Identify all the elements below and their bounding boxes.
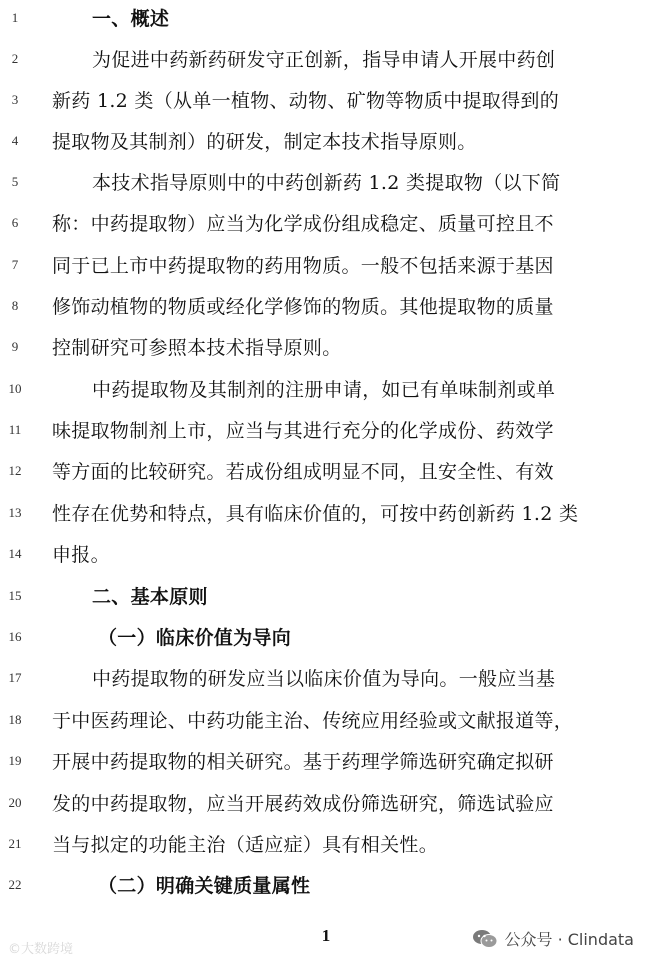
text-line <box>0 453 652 494</box>
line-number: 11 <box>8 422 22 437</box>
line-number: 9 <box>11 339 19 354</box>
paragraph-text: 提取物及其制剂）的研发，制定本技术指导原则。 <box>52 131 477 153</box>
line-number: 3 <box>11 92 19 107</box>
text-line <box>0 578 652 619</box>
line-number: 12 <box>8 463 22 478</box>
text-line <box>0 123 652 164</box>
text-line <box>0 536 652 577</box>
line-number: 16 <box>8 629 22 644</box>
text-line <box>0 495 652 536</box>
paragraph-text: 味提取物制剂上市，应当与其进行充分的化学成份、药效学 <box>52 420 554 442</box>
line-number: 17 <box>8 670 22 685</box>
watermark-left: ©大数跨境 <box>8 942 74 957</box>
paragraph-text: 发的中药提取物，应当开展药效成份筛选研究，筛选试验应 <box>52 793 554 815</box>
text-line <box>0 0 652 41</box>
section-heading: 二、基本原则 <box>92 586 208 608</box>
line-number: 21 <box>8 836 22 851</box>
text-line <box>0 329 652 370</box>
line-number: 1 <box>11 10 19 25</box>
line-number: 6 <box>11 215 19 230</box>
line-number: 13 <box>8 505 22 520</box>
text-line <box>0 867 652 908</box>
paragraph-text: 为促进中药新药研发守正创新，指导申请人开展中药创 <box>92 49 556 71</box>
text-line <box>0 660 652 701</box>
paragraph-text: 于中医药理论、中药功能主治、传统应用经验或文献报道等， <box>52 710 574 732</box>
text-line <box>0 619 652 660</box>
text-line <box>0 412 652 453</box>
paragraph-text: 当与拟定的功能主治（适应症）具有相关性。 <box>52 834 439 856</box>
subsection-heading: （一）临床价值为导向 <box>98 627 292 649</box>
text-line <box>0 164 652 205</box>
paragraph-text: 同于已上市中药提取物的药用物质。一般不包括来源于基因 <box>52 255 554 277</box>
line-number: 20 <box>8 795 22 810</box>
page-number: 1 <box>321 926 331 945</box>
text-line <box>0 41 652 82</box>
line-number: 19 <box>8 753 22 768</box>
section-heading: 一、概述 <box>92 8 170 30</box>
watermark-text: 公众号 · Clindata <box>504 930 634 949</box>
paragraph-text: 本技术指导原则中的中药创新药 1.2 类提取物（以下简 <box>92 172 561 194</box>
line-number: 14 <box>8 546 22 561</box>
paragraph-text: 修饰动植物的物质或经化学修饰的物质。其他提取物的质量 <box>52 296 554 318</box>
paragraph-text: 称：中药提取物）应当为化学成份组成稳定、质量可控且不 <box>52 213 554 235</box>
text-line <box>0 826 652 867</box>
line-number: 5 <box>11 174 19 189</box>
line-number: 22 <box>8 877 22 892</box>
text-line <box>0 371 652 412</box>
text-line <box>0 288 652 329</box>
line-number: 15 <box>8 588 22 603</box>
text-line <box>0 785 652 826</box>
line-number: 4 <box>11 133 19 148</box>
text-line <box>0 743 652 784</box>
subsection-heading: （二）明确关键质量属性 <box>98 875 311 897</box>
paragraph-text: 开展中药提取物的相关研究。基于药理学筛选研究确定拟研 <box>52 751 554 773</box>
line-number: 7 <box>11 257 19 272</box>
line-number: 10 <box>8 381 22 396</box>
paragraph-text: 性存在优势和特点，具有临床价值的，可按中药创新药 1.2 类 <box>52 503 579 525</box>
text-line <box>0 702 652 743</box>
text-line <box>0 82 652 123</box>
line-number: 18 <box>8 712 22 727</box>
paragraph-text: 申报。 <box>52 544 110 566</box>
wechat-icon <box>472 929 498 949</box>
text-line <box>0 205 652 246</box>
paragraph-text: 控制研究可参照本技术指导原则。 <box>52 337 342 359</box>
paragraph-text: 新药 1.2 类（从单一植物、动物、矿物等物质中提取得到的 <box>52 90 559 112</box>
line-number: 2 <box>11 51 19 66</box>
paragraph-text: 中药提取物及其制剂的注册申请，如已有单味制剂或单 <box>92 379 556 401</box>
watermark-right <box>472 927 634 950</box>
text-line <box>0 247 652 288</box>
paragraph-text: 等方面的比较研究。若成份组成明显不同，且安全性、有效 <box>52 461 554 483</box>
paragraph-text: 中药提取物的研发应当以临床价值为导向。一般应当基 <box>92 668 556 690</box>
line-number: 8 <box>11 298 19 313</box>
